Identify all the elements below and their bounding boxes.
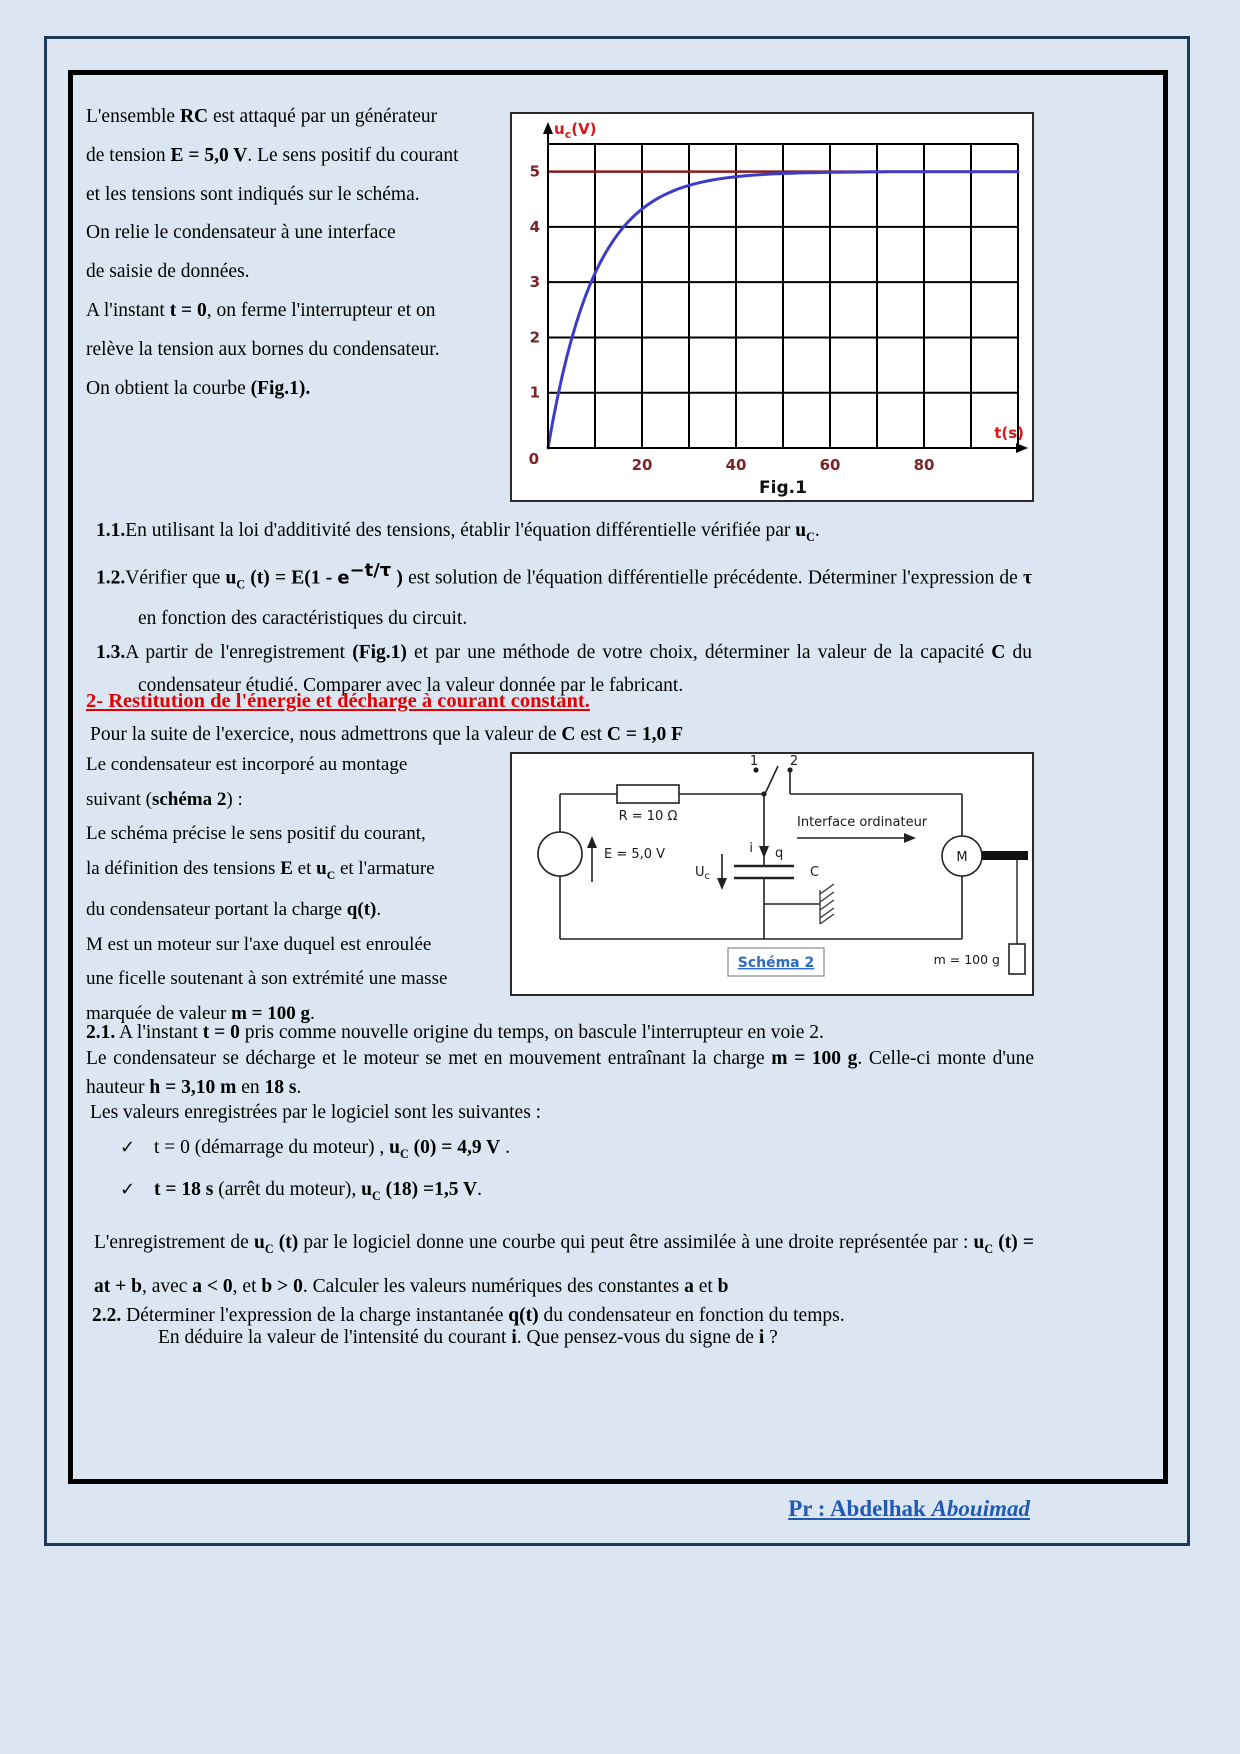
generator-label: E = 5,0 V [604,847,666,862]
svg-text:5: 5 [529,162,540,181]
uc-label: $U_c$ [694,865,710,882]
ground-hatch-icon [820,884,834,924]
switch-position-1-label: 1 [749,754,759,769]
intro-line: de saisie de données. [86,261,250,283]
schema-caption: Schéma 2 [737,955,815,971]
discharge-paragraph: Le condensateur se décharge et le moteur se met en mouvement entraînant la charge m = 100 g. Celle-ci monte d'une hauteur h = 3,10 m en 18 s. [86,1048,1034,1098]
generator-symbol [538,832,582,876]
intro-line: On relie le condensateur à une interface [86,222,396,244]
check-icon: ✓ [120,1137,136,1158]
schema-2-figure [510,752,1034,996]
charge-label: q [775,846,784,861]
svg-text:3: 3 [529,273,540,292]
capacitor-symbol [734,866,794,878]
interface-label: Interface ordinateur [797,815,928,830]
switch-pivot [761,791,766,796]
svg-text:t(s): t(s) [994,424,1024,442]
check-icon: ✓ [120,1178,136,1200]
montage-line: Le schéma précise le sens positif du courant, [86,823,426,845]
mass-label: m = 100 g [933,952,1000,967]
recorded-value-2: t = 18 s (arrêt du moteur), $u_C$ (18) =1,5 V. [154,1178,482,1203]
montage-line: M est un moteur sur l'axe duquel est enroulée [86,933,432,955]
montage-line: suivant (schéma 2) : [86,788,243,810]
question-2-2-cont: En déduire la valeur de l'intensité du courant i. Que pensez-vous du signe de i ? [158,1326,778,1348]
question-1-3: 1.3.A partir de l'enregistrement (Fig.1) et par une méthode de votre choix, déterminer la valeur de la capacité C du condensateur étudié. Comparer avec la valeur donnée par le fabricant. [96,641,1033,697]
montage-line: la définition des tensions E et $u_C$ et l'armature [86,857,435,882]
intro-line: relève la tension aux bornes du condensateur. [86,338,440,360]
section-2-heading: 2- Restitution de l'énergie et décharge à courant constant. [86,690,590,712]
motor-axle [982,851,1028,860]
current-arrow [759,846,769,858]
svg-text:20: 20 [631,456,653,474]
svg-text:1: 1 [529,383,540,402]
svg-text:Fig.1: Fig.1 [759,478,807,498]
svg-text:2: 2 [529,328,540,347]
mass-symbol [1009,944,1025,974]
question-1-2: 1.2.Vérifier que $u_C$ $(t) = E(1 - e^{-t/\tau}$ ) est solution de l'équation différentielle précédente. Déterminer l'expression de τ en fonction des caractéristiques du circuit. [96,560,1032,630]
intro-line: A l'instant t = 0, on ferme l'interrupteur et on [86,299,436,321]
intro-line: L'ensemble RC est attaqué par un générateur [86,106,438,127]
question-2-1: 2.1. A l'instant t = 0 pris comme nouvelle origine du temps, on bascule l'interrupteur en voie 2. [86,1022,824,1043]
schema2-svg [512,754,1032,994]
svg-text:40: 40 [725,456,747,474]
motor-label: M [956,850,968,865]
figure-1 [510,112,1034,502]
e-direction-arrow [587,836,597,882]
montage-line: Le condensateur est incorporé au montage [86,754,408,775]
question-1-1: 1.1.En utilisant la loi d'additivité des tensions, établir l'équation différentielle vérifiée par $u_C$. [96,520,820,544]
resistor-symbol [617,785,679,803]
intro-paragraph [86,98,516,408]
author-footer [788,1496,1030,1522]
list-item [120,1130,1034,1172]
svg-text:60: 60 [819,456,841,474]
switch-position-2-label: 2 [789,754,799,769]
intro-line: et les tensions sont indiqués sur le schéma. [86,183,420,205]
list-item [120,1172,1034,1214]
montage-line: du condensateur portant la charge q(t). [86,899,382,921]
values-intro: Les valeurs enregistrées par le logiciel sont les suivantes : [90,1102,542,1123]
intro-line: de tension E = 5,0 V. Le sens positif du courant [86,144,459,166]
recorded-values-list [120,1130,1034,1214]
question-2-2: 2.2. Déterminer l'expression de la charge instantanée q(t) du condensateur en fonction du temps. [92,1304,845,1326]
svg-text:0: 0 [528,450,539,468]
interface-arrow [797,833,916,843]
recorded-value-1: t = 0 (démarrage du moteur) , $u_C$ (0) = 4,9 V . [154,1137,510,1161]
fig1-chart [512,114,1032,500]
montage-line: marquée de valeur m = 100 g. [86,1002,315,1024]
section-2-1 [86,1022,1034,1349]
questions-part1 [96,514,1032,703]
intro-line: On obtient la courbe (Fig.1). [86,377,311,399]
montage-paragraph [86,748,518,1032]
section-2-intro: Pour la suite de l'exercice, nous admettrons que la valeur de C est C = 1,0 F [90,724,683,745]
current-label: i [749,841,753,856]
author-name: Pr : Abdelhak Abouimad [788,1496,1030,1521]
montage-line: une ficelle soutenant à son extrémité une masse [86,968,448,990]
svg-text:4: 4 [529,217,540,236]
resistor-label: R = 10 Ω [618,809,678,824]
uc-direction-arrow [717,854,727,890]
svg-text:80: 80 [913,456,935,474]
svg-text:uc(V): $u_c(V)$ [554,120,597,141]
capacitor-label: C [810,865,820,880]
record-paragraph: L'enregistrement de $u_C$ (t) par le logiciel donne une courbe qui peut être assimilée à une droite représentée par : $u_C$ (t) = at + b, avec a < 0, et b > 0. Calculer les valeurs numériques des constantes a et b [94,1231,1034,1297]
